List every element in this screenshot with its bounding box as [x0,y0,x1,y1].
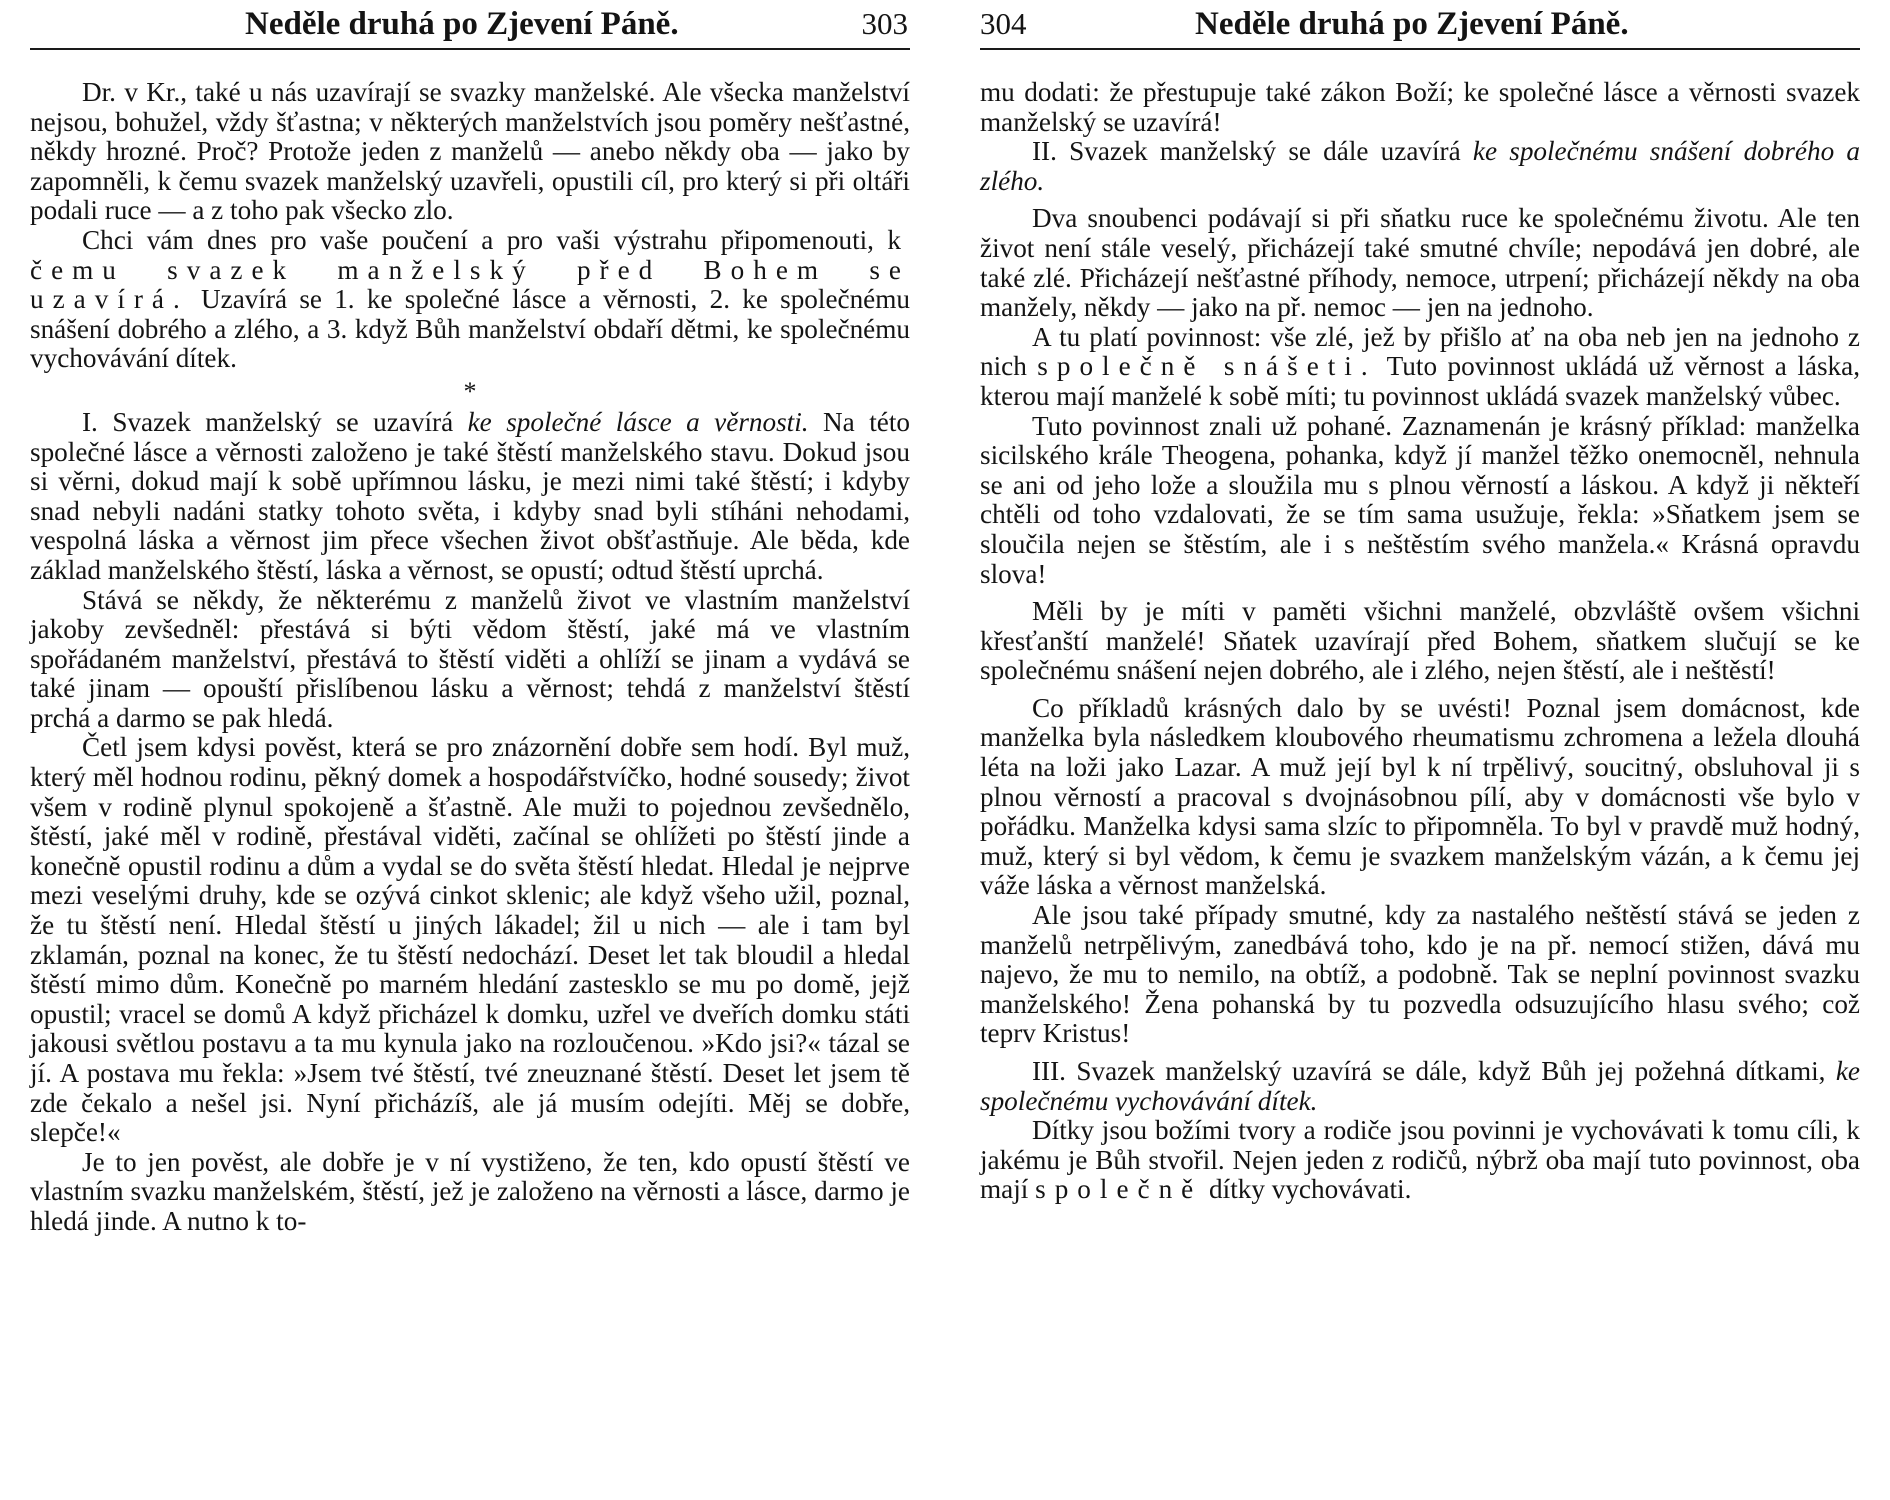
section-separator: * [463,376,477,406]
paragraph-text: II. Svazek manželský se dále uzavírá [1032,136,1473,167]
paragraph [30,1148,910,1237]
page-body [980,78,1860,1205]
spaced-emphasis: k čemu svazek manželský před Bohem se uzavírá. [30,224,910,315]
paragraph [30,733,910,1147]
paragraph [980,78,1860,137]
paragraph [980,597,1860,686]
paragraph-text: Uzavírá se 1. ke společné lásce a věrnosti, 2. ke společnému snášení dobrého a zlého, a 3. když Bůh manželství obdaří dětmi, ke společnému vychovávání dítek. [30,284,910,374]
header-title: Neděle druhá po Zjevení Páně. [1195,6,1629,42]
paragraph [30,78,910,226]
paragraph [980,412,1860,590]
italic-emphasis: ke společné lásce a věrnosti. [467,406,809,437]
paragraph-text: I. Svazek manželský se uzavírá [82,406,468,437]
running-header [980,0,1860,50]
paragraph [980,694,1860,901]
paragraph [30,226,910,374]
spaced-emphasis: společně [1035,1174,1203,1205]
header-title: Neděle druhá po Zjevení Páně. [245,6,679,42]
page-number: 304 [980,6,1027,41]
paragraph [980,901,1860,1049]
page-body [30,78,910,1237]
paragraph [980,204,1860,322]
left-page [30,0,910,1500]
paragraph-text: Co příkladů krásných dalo by se uvésti! Poznal jsem domácnost, kde manželka byla následkem kloubového rheumatismu zchromena a ležela dlouhá léta na loži jako Lazar. A muž její byl k ní trpělivý, soucitný, obsluhoval ji s plnou věrností a pracoval s dvojnásobnou pílí, aby v domácnosti vše bylo v pořádku. Manželka kdysi sama slzíc to připomněla. To byl v pravdě muž hodný, muž, který si byl vědom, k čemu je svazkem manželským vázán, a k čemu jej váže láska a věrnost manželská. [980,692,1860,901]
paragraph [980,323,1860,412]
paragraph-text: Chci vám dnes pro vaše poučení a pro vaši výstrahu připomenouti, [82,224,888,255]
paragraph-text: Je to jen pověst, ale dobře je v ní vystiženo, že ten, kdo opustí štěstí ve vlastním svazku manželském, štěstí, jež je založeno na věrnosti a lásce, darmo je hledá jinde. A nutno k to- [30,1146,910,1236]
page-number: 303 [861,6,908,41]
paragraph-text: Dítky jsou božími tvory a rodiče jsou povinni je vychovávati k tomu cíli, k jakému je Bůh stvořil. Nejen jeden z rodičů, nýbrž oba mají tuto povinnost, oba mají [980,1115,1860,1205]
paragraph-text: Četl jsem kdysi pověst, která se pro znázornění dobře sem hodí. Byl muž, který měl hodnou rodinu, pěkný domek a hospodářstvíčko, hodné sousedy; život všem v rodině plynul spokojeně a šťastně. Ale muži to pojednou zevšednělo, štěstí, jaké měl v rodině, přestával viděti, začínal se ohlížeti po štěstí jinde a konečně opustil rodinu a dům a vydal se do světa štěstí hledat. Hledal je nejprve mezi veselými druhy, kde se ozývá cinkot sklenic; ale když všeho užil, poznal, že tu štěstí není. Hledal štěstí u jiných lákadel; žil u nich — ale i tam byl zklamán, poznal na konec, že tu štěstí nedochází. Deset let tak bloudil a hledal štěstí mimo dům. Konečně po marném hledání zastesklo se mu po domě, jejž opustil; vracel se domů A když přicházel k domku, uzřel ve dveřích domku státi jakousi světlou postavu a ta mu kynula jako na rozloučenou. »Kdo jsi?« tázal se jí. A postava mu řekla: »Jsem tvé štěstí, tvé zneuznané štěstí. Deset let jsem tě zde čekalo a nešel jsi. Nyní přicházíš, ale já musím odejíti. Měj se dobře, slepče!« [30,732,910,1148]
paragraph-text: Dr. v Kr., také u nás uzavírají se svazky manželské. Ale všecka manželství nejsou, bohužel, vždy šťastna; v některých manželstvích jsou poměry nešťastné, někdy hrozné. Proč? Protože jeden z manželů — anebo někdy oba — jako by zapomněli, k čemu svazek manželský uzavřeli, opustili cíl, pro který si při oltáři podali ruce — a z toho pak všecko zlo. [30,77,910,226]
running-header [30,0,910,50]
spaced-emphasis: společně snášeti. [1037,351,1377,382]
paragraph-text: Dva snoubenci podávají si při sňatku ruce ke společnému životu. Ale ten život není stále veselý, přicházejí také smutné chvíle; nepodává jen dobré, ale také zlé. Přicházejí nešťastné příhody, nemoce, utrpení; přicházejí někdy na oba manžely, někdy — jako na př. nemoc — jen na jednoho. [980,203,1860,323]
italic-emphasis: ke společnému snášení dobrého a zlého. [980,136,1860,196]
right-page [980,0,1860,1500]
paragraph [30,586,910,734]
paragraph [980,1116,1860,1205]
paragraph-text: Tuto povinnost ukládá už věrnost a láska, kterou mají manželé k sobě míti; tu povinnost ukládá svazek manželský vůbec. [980,351,1860,411]
paragraph [980,137,1860,196]
paragraph-text: A tu platí povinnost: vše zlé, jež by přišlo ať na oba neb jen na jednoho z nich [980,321,1860,382]
paragraph-text: Ale jsou také případy smutné, kdy za nastalého neštěstí stává se jeden z manželů netrpělivým, zanedbává toho, kdo je na př. nemocí stižen, dává mu najevo, že mu to nemilo, na obtíž, a podobně. Tak se neplní povinnost svazku manželského! Žena pohanská by tu pozvedla odsuzujícího hlasu svého; což teprv Kristus! [980,900,1860,1049]
paragraph-text: III. Svazek manželský uzavírá se dále, když Bůh jej požehná dítkami, [1032,1056,1836,1086]
paragraph-text: Tuto povinnost znali už pohané. Zaznamenán je krásný příklad: manželka sicilského krále Theogena, pohanka, když jí manžel těžko onemocněl, nehnula se ani od jeho lože a sloužila mu s plnou věrností a láskou. A když ji někteří chtěli od toho vzdalovati, že se tím sama usužuje, řekla: »Sňatkem jsem se sloučila nejen se štěstím, ale i s neštěstím svého manžela.« Krásná opravdu slova! [980,410,1860,589]
italic-emphasis: ke společnému vychovávání dítek. [980,1056,1860,1116]
paragraph-text: mu dodati: že přestupuje také zákon Boží; ke společné lásce a věrnosti svazek manželský se uzavírá! [980,77,1860,137]
paragraph [980,1057,1860,1116]
paragraph-text: Stává se někdy, že některému z manželů život ve vlastním manželství jakoby zevšedněl: přestává si býti vědom štěstí, jaké má ve vlastním spořádaném manželství, přestává to štěstí viděti a ohlíží se jinam a vydává se také jinam — opouští přislíbenou lásku a věrnost; tehdá z manželství štěstí prchá a darmo se pak hledá. [30,584,910,733]
paragraph-text: dítky vychovávati. [1202,1174,1412,1205]
paragraph-text: Měli by je míti v paměti všichni manželé, obzvláště ovšem všichni křesťanští manželé! Sňatek uzavírají před Bohem, sňatkem slučují se ke společnému snášení nejen dobrého, ale i zlého, nejen štěstí, ale i neštěstí! [980,596,1860,686]
paragraph [30,408,910,586]
paragraph-text: Na této společné lásce a věrnosti založeno je také štěstí manželského stavu. Dokud jsou si věrni, dokud mají k sobě upřímnou lásku, je mezi nimi také štěstí; i kdyby snad nebyli nadáni statky tohoto světa, i kdyby snad byli stíháni nehodami, vespolná láska a věrnost jim přece všechen život obšťastňuje. Ale běda, kde základ manželského štěstí, láska a věrnost, se opustí; odtud štěstí uprchá. [30,406,910,585]
